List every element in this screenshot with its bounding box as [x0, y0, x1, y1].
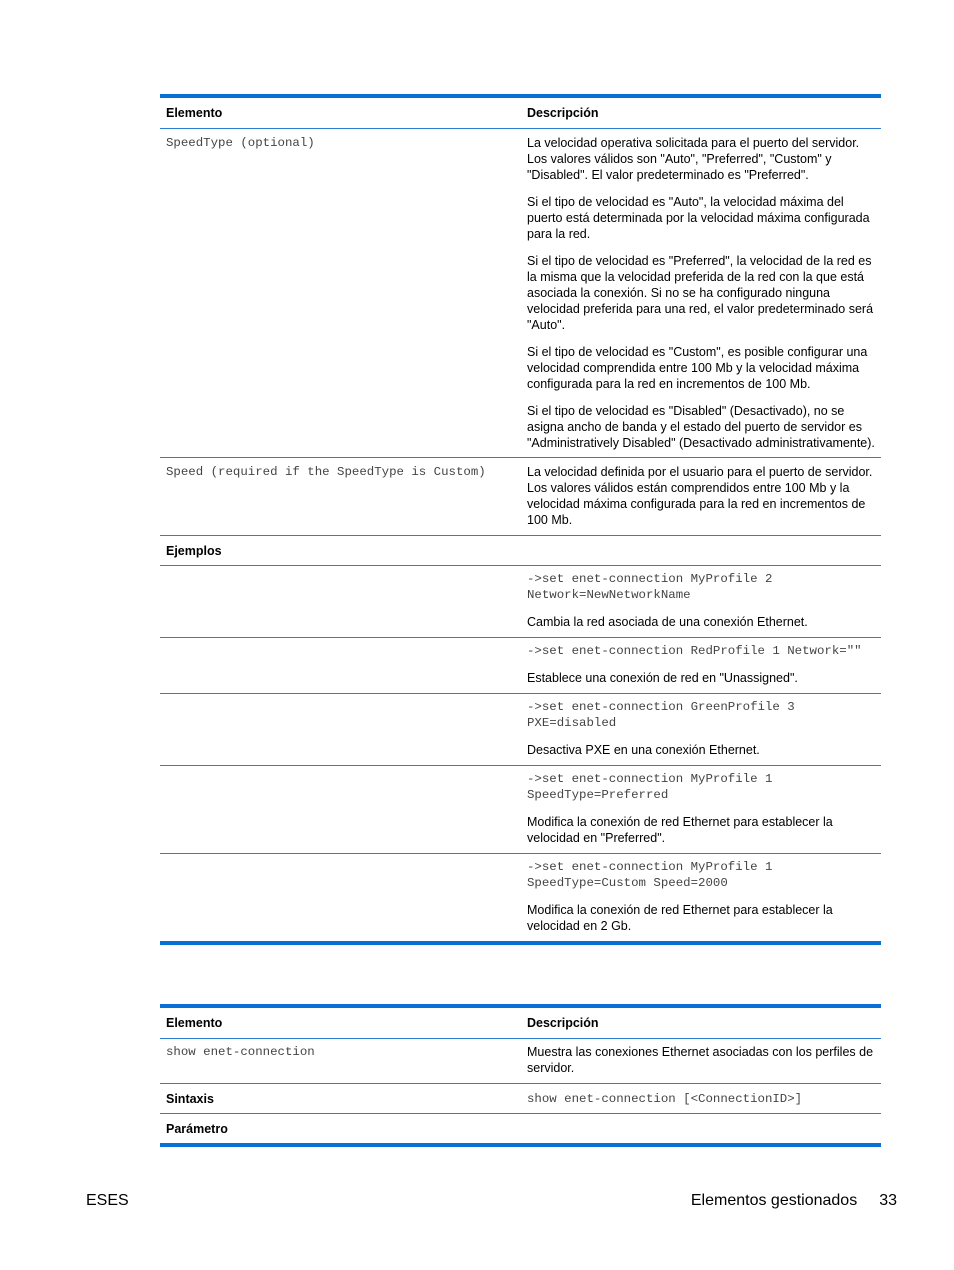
- example-description: Desactiva PXE en una conexión Ethernet.: [527, 743, 760, 757]
- speedtype-desc-p3: Si el tipo de velocidad es "Preferred", la velocidad de la red es la misma que la velocidad preferida de la red con la que está asociada la conexión. Si no se ha configurado ninguna velocidad preferida para una red, el valor predeterminado será "Auto".: [527, 254, 874, 332]
- example-command: ->set enet-connection MyProfile 1: [527, 860, 773, 874]
- example-description: Modifica la conexión de red Ethernet para establecer la velocidad en "Preferred".: [527, 815, 833, 845]
- table-enet-connection-params: [160, 94, 881, 945]
- speedtype-desc-p2: Si el tipo de velocidad es "Auto", la velocidad máxima del puerto está determinada por la velocidad máxima configurada para la red.: [527, 195, 870, 241]
- example-row: [160, 694, 881, 765]
- parameter-label: Parámetro: [166, 1121, 228, 1136]
- footer-section-title: Elementos gestionados: [690, 1192, 858, 1209]
- param-speed: Speed (required if the SpeedType is Custom): [166, 465, 486, 479]
- speed-description: La velocidad definida por el usuario para el puerto de servidor. Los valores válidos están comprendidos entre 100 Mb y la velocidad máxima configurada para la red en incrementos de 100 Mb.: [527, 465, 873, 527]
- header-elemento: Elemento: [166, 1016, 223, 1030]
- parameter-row: [160, 1114, 881, 1143]
- example-row: [160, 766, 881, 853]
- speedtype-description: [520, 135, 881, 451]
- example-command-cont: SpeedType=Preferred: [527, 788, 669, 802]
- command-description: Muestra las conexiones Ethernet asociadas con los perfiles de servidor.: [527, 1045, 874, 1075]
- table-row: [160, 1039, 881, 1083]
- example-command: ->set enet-connection GreenProfile 3: [527, 700, 795, 714]
- speedtype-desc-p4: Si el tipo de velocidad es "Custom", es posible configurar una velocidad comprendida entre 100 Mb y la velocidad máxima configurada para la red en incrementos de 100 Mb.: [527, 345, 868, 391]
- example-row: [160, 566, 881, 637]
- example-command: ->set enet-connection RedProfile 1 Network="": [527, 644, 862, 658]
- table-bottom-rule: [160, 941, 881, 945]
- syntax-label: Sintaxis: [166, 1091, 214, 1106]
- example-description: Modifica la conexión de red Ethernet para establecer la velocidad en 2 Gb.: [527, 903, 833, 933]
- example-description: Establece una conexión de red en "Unassigned".: [527, 671, 798, 685]
- example-row: [160, 854, 881, 941]
- param-speedtype: SpeedType (optional): [166, 136, 315, 150]
- header-elemento: Elemento: [166, 106, 223, 120]
- example-command-cont: SpeedType=Custom Speed=2000: [527, 876, 728, 890]
- page-number: 33: [879, 1192, 897, 1209]
- table-row: [160, 458, 881, 535]
- speedtype-desc-p1: La velocidad operativa solicitada para el puerto del servidor. Los valores válidos son "Auto", "Preferred", "Custom" y "Disabled". El valor predeterminado es "Preferred".: [527, 136, 860, 182]
- header-descripcion: Descripción: [527, 106, 599, 120]
- command-name: show enet-connection: [166, 1045, 315, 1059]
- table-header-row: [160, 1008, 881, 1038]
- speedtype-desc-p5: Si el tipo de velocidad es "Disabled" (Desactivado), no se asigna ancho de banda y el estado del puerto de servidor es "Administratively Disabled" (Desactivado administrativamente).: [527, 404, 875, 450]
- table-header-row: [160, 98, 881, 128]
- page-footer: [691, 1192, 897, 1210]
- example-command-cont: Network=NewNetworkName: [527, 588, 691, 602]
- table-row: [160, 129, 881, 457]
- examples-label: Ejemplos: [166, 543, 222, 558]
- examples-row: [160, 536, 881, 565]
- table-bottom-rule: [160, 1143, 881, 1147]
- example-command-cont: PXE=disabled: [527, 716, 617, 730]
- header-descripcion: Descripción: [527, 1016, 599, 1030]
- example-command: ->set enet-connection MyProfile 2: [527, 572, 773, 586]
- example-command: ->set enet-connection MyProfile 1: [527, 772, 773, 786]
- example-row: [160, 638, 881, 693]
- table-show-enet-connection: [160, 1004, 881, 1147]
- example-description: Cambia la red asociada de una conexión Ethernet.: [527, 615, 808, 629]
- footer-locale: ESES: [86, 1192, 129, 1209]
- syntax-row: [160, 1084, 881, 1113]
- syntax-value: show enet-connection [<ConnectionID>]: [527, 1091, 803, 1106]
